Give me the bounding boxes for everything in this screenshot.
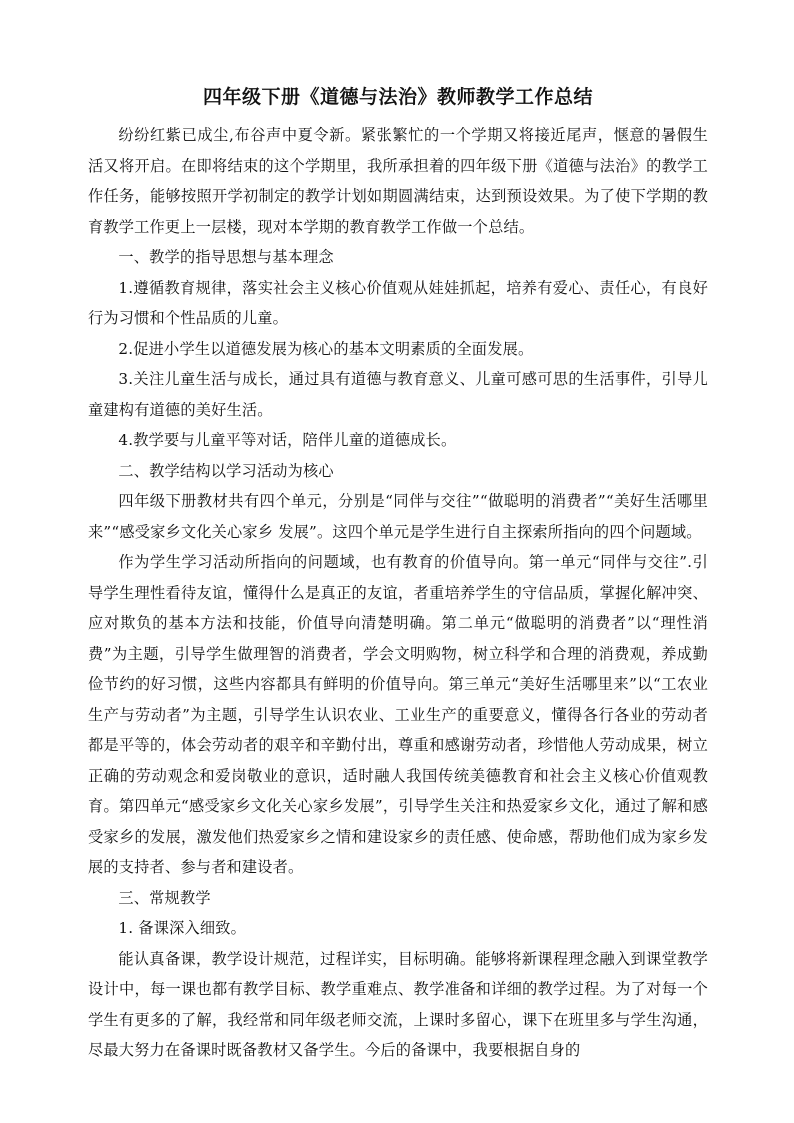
lesson-prep-paragraph: 能认真备课，教学设计规范，过程详实，目标明确。能够将新课程理念融入到课堂教学设计中，每一课也都有教学目标、教学重难点、教学准备和详细的教学过程。为了对每一个学生有更多的了解，我经常和同年级老师交流，上课时多留心，课下在班里多与学生沟通，尽最大努力在备课时既备教材又备学生。今后的备课中，我要根据自身的 — [88, 949, 708, 1059]
intro-paragraph: 纷纷红紫已成尘,布谷声中夏令新。紧张繁忙的一个学期又将接近尾声，惬意的暑假生活又将开启。在即将结束的这个学期里，我所承担着的四年级下册《道德与法治》的教学工作任务，能够按照开学初制定的教学计划如期圆满结束，达到预设效果。为了使下学期的教育教学工作更上一层楼，现对本学期的教育教学工作做一个总结。 — [88, 126, 708, 236]
value-guidance-paragraph: 作为学生学习活动所指向的问题域，也有教育的价值导向。第一单元“同伴与交往”.引导学生理性看待友谊，懂得什么是真正的友谊，者重培养学生的守信品质，掌握化解冲突、应对欺负的基本方法和技能，价值导向清楚明确。第二单元“做聪明的消费者”以“理性消费”为主题，引导学生做理智的消费者，学会文明购物，树立科学和合理的消费观，养成勤俭节约的好习惯，这些内容都具有鲜明的价值导向。第三单元“美好生活哪里来”以“工农业生产与劳动者”为主题，引导学生认识农业、工业生产的重要意义，懂得各行各业的劳动者都是平等的，体会劳动者的艰辛和辛勤付出，尊重和感谢劳动者，珍惜他人劳动成果，树立正确的劳动观念和爱岗敬业的意识，适时融人我国传统美德教育和社会主义核心价值观教育。第四单元“感受家乡文化关心家乡发展”，引导学生关注和热爱家乡文化，通过了解和感受家乡的发展，激发他们热爱家乡之情和建设家乡的责任感、使命感，帮助他们成为家乡发展的支持者、参与者和建设者。 — [88, 553, 708, 876]
list-item-1: 1.遵循教育规律，落实社会主义核心价值观从娃娃抓起，培养有爱心、责任心，有良好行为习惯和个性品质的儿童。 — [88, 278, 708, 327]
list-item-2: 2.促进小学生以道德发展为核心的基本文明素质的全面发展。 — [118, 339, 534, 358]
list-item-3: 3.关注儿童生活与成长，通过具有道德与教育意义、儿童可感可思的生活事件，引导儿童建构有道德的美好生活。 — [88, 370, 708, 419]
document-title: 四年级下册《道德与法治》教师教学工作总结 — [202, 86, 593, 108]
section-heading-1: 一、教学的指导思想与基本理念 — [118, 248, 334, 266]
subheading-lesson-prep: 1. 备课深入细致。 — [118, 919, 247, 937]
document-page — [88, 82, 708, 1066]
section-heading-2: 二、教学结构以学习活动为核心 — [118, 461, 334, 480]
list-item-4: 4.教学要与儿童平等对话，陪伴儿童的道德成长。 — [118, 431, 457, 449]
units-paragraph: 四年级下册教材共有四个单元，分别是“同伴与交往”“做聪明的消费者”“美好生活哪里来”“感受家乡文化关心家乡 发展”。这四个单元是学生进行自主探索所指向的四个问题域。 — [88, 492, 708, 541]
section-heading-3: 三、常规教学 — [118, 888, 211, 907]
